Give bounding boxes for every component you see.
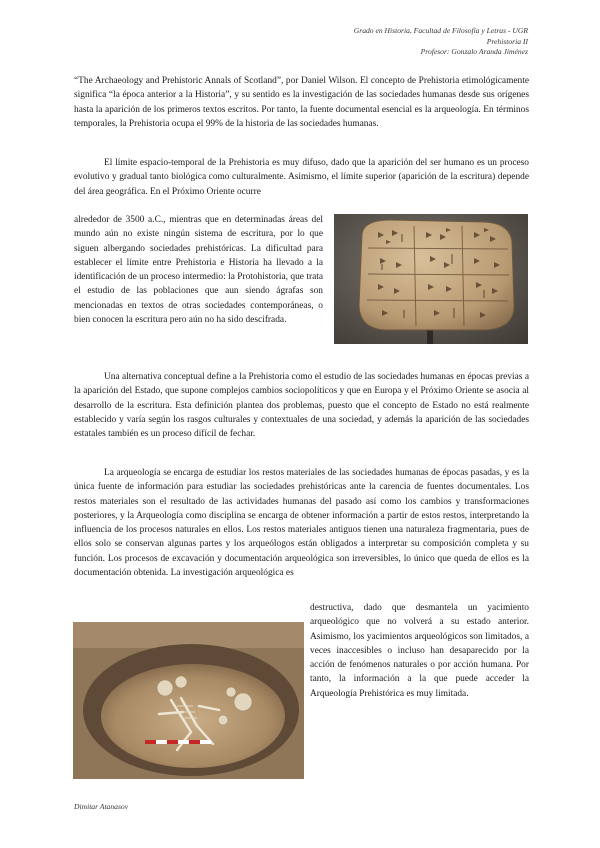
header-course: Grado en Historia, Facultad de Filosofía y Letras - UGR	[353, 26, 528, 35]
cuneiform-tablet-image	[334, 214, 528, 344]
paragraph-prehistory-definition: “The Archaeology and Prehistoric Annals of Scotland”, por Daniel Wilson. El concepto de Prehistoria etimológicamente significa “la época anterior a la Historia”, y su sentido es la investigación de las sociedades humanas desde sus orígenes hasta la aparición de los primeros textos escritos. Por tanto, la fuente documental esencial es la arqueología. En términos temporales, la Prehistoria ocupa el 99% de la historia de las sociedades humanas.	[74, 76, 529, 129]
excavation-burial-image	[73, 622, 304, 779]
paragraph-destructive-research: destructiva, dado que desmantela un yacimiento arqueológico que no volverá a su estado anterior. Asimismo, los yacimientos arqueológicos son limitados, a veces inaccesibles o incluso han desaparecido por la acción de fenómenos naturales o por acción humana. Por tanto, la información a la que puede acceder la Arqueología Prehistórica es muy limitada.	[310, 603, 529, 699]
paragraph-protohistory: alrededor de 3500 a.C., mientras que en determinadas áreas del mundo aún no existe ningún sistema de escritura, por lo que siguen albergando sociedades prehistóricas. La dificultad para establecer el límite entre Prehistoria e Historia ha llevado a la identificación de un proceso intermedio: la Protohistoria, que trata el estudio de las poblaciones que aun siendo ágrafas son mencionadas en textos de otras sociedades contemporáneas, o bien conocen la escritura pero aún no ha sido descifrada.	[74, 215, 323, 326]
header-subject: Prehistoria II	[486, 36, 528, 46]
paragraph-spatiotemporal-limit: El límite espacio-temporal de la Prehistoria es muy difuso, dado que la aparición del ser humano es un proceso evolutivo y gradual tanto biológica como culturalmente. Asimismo, el límite superior (aparición de la escritura) depende del área geográfica. En el Próximo Oriente ocurre	[74, 158, 529, 197]
paragraph-archaeology: La arqueología se encarga de estudiar los restos materiales de las sociedades humanas de épocas pasadas, y es la única fuente de información para estudiar las sociedades prehistóricas ante la carencia de fuentes documentales. Los restos materiales son el resultado de las actividades humanas del pasado así como los cambios y transformaciones posteriores, y la Arqueología como disciplina se encarga de obtener información a partir de estos restos, interpretando la influencia de los procesos naturales en ellos. Los restos materiales antiguos tienen una naturaleza fragmentaria, pues de ellos solo se conservan algunas partes y los arqueólogos están obligados a interpretar su composición completa y su función. Los procesos de excavación y documentación arqueológica son irreversibles, lo único que queda de ellos es la documentación obtenida. La investigación arqueológica es	[74, 468, 529, 579]
paragraph-state-definition: Una alternativa conceptual define a la Prehistoria como el estudio de las sociedades humanas en épocas previas a la aparición del Estado, que supone complejos cambios sociopolíticos y que en Europa y el Próximo Oriente se asocia al desarrollo de la escritura. Esta definición plantea dos problemas, puesto que el concepto de Estado no está realmente establecido y varía según los rasgos culturales y contextuales de una sociedad, y además la aparición de las sociedades estatales también es un proceso difícil de fechar.	[74, 372, 529, 440]
header-professor: Profesor: Gonzalo Aranda Jiménez	[420, 47, 528, 56]
page-header	[354, 26, 528, 58]
page-footer-author: Dimitar Atanasov	[74, 802, 129, 811]
